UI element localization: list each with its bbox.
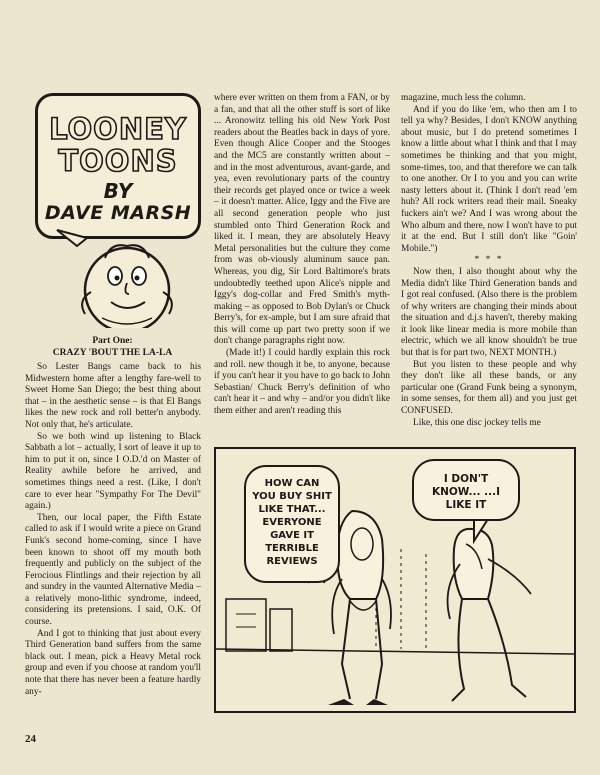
comic-panel: [214, 447, 576, 713]
paragraph: Now then, I also thought about why the Media didn't like Third Generation bands and I got real confused. (Also there is the problem of why writers are changing their minds about the situation and d.j.s haven't, thereby making it look like linear media is more mobile than electric, which we all know shouldn't be true but that is for part two, NEXT MONTH.): [401, 266, 577, 359]
title-illustration: [25, 93, 200, 328]
title-looney: LOONEY: [49, 112, 187, 146]
title-toons: TOONS: [58, 144, 178, 178]
title-speech-bubble: [35, 93, 201, 239]
comic-speech-bubble-left: HOW CAN YOU BUY SHIT LIKE THAT... EVERYONE GAVE IT TERRIBLE REVIEWS: [244, 465, 340, 583]
paragraph: (Made it!) I could hardly explain this rock and roll. new though it be, to anyone, because if you can't hear it you have to go back to John Sebastian/ Chuck Berry's definition of who can't hear it – and why – and/or you didn't like them either and aren't reading this: [214, 348, 390, 417]
article-column-1: [25, 362, 201, 698]
title-by: BY: [103, 179, 133, 203]
page-number: 24: [25, 733, 36, 745]
part-subtitle: CRAZY 'BOUT THE LA-LA: [52, 348, 173, 358]
paragraph: And if you do like 'em, who then am I to tell ya why? Besides, I don't KNOW anything about music, but I do pretend sometimes I know a little about what I think and that I may sometimes be thinking and that you might, some-times, too, and that therefore we can talk to one another. Or I to you and you can write nasty letters about it. (Think I don't read 'em huh? All rock writers read their mail. Sneaky fuckers ain't we? And I was wrong about the Who album and there, now I won't have to put it at the end. But I still don't like "Goin' Mobile."): [401, 104, 577, 254]
author-name: DAVE MARSH: [44, 202, 192, 224]
paragraph: But you listen to these people and why they don't like all these bands, or any particular one (Grand Funk being a synonym, in some senses, for them all) and you just get CONFUSED.: [401, 359, 577, 417]
paragraph: Like, this one disc jockey tells me: [413, 417, 541, 428]
cartoon-mascot-icon: [47, 228, 197, 328]
paragraph: magazine, much less the column.: [401, 93, 526, 103]
paragraph: where ever written on them from a FAN, or by a fan, and that all the other stuff is sort of like ... Aronowitz telling his old New York Post readers about the Beatles back in days of yore. Even though Alice Cooper and the Stooges and the MC5 are constantly written about – and in the most adventurous, avant-garde, and yea, even revolutionary parts of the country their records get played once or twice a week – it doesn't matter. Alice, Iggy and the Five are all second generation people who just stumbled onto Third Generation Rock and liked it. I mean, they are absolutely Heavy Metal personalities but the culture they come from was ob-viously aluminum sauce pan. Whereas, you dig, Sir Lord Baltimore's brats undoubtedly teethed upon Alice's nipple and Iggy's dog-collar and Fred Smith's myth-making – as opposed to Bob Dylan's or Chuck Berry's, for ex-ample, but I am sure afraid that this will come up part two pretty soon if we don't change paragraphs right now.: [214, 93, 390, 347]
paragraph: So Lester Bangs came back to his Midwestern home after a lengthy fare-well to Sweet Home San Diego; the best thing about that – in the aesthetic sense – is that El Bangs likes the new rock and roll better'n anybody. Not only that, he's articulate.: [25, 362, 201, 430]
part-heading: [25, 335, 200, 359]
article-column-2: [214, 93, 390, 418]
part-label: Part One:: [92, 336, 133, 346]
article-column-3: [401, 93, 577, 429]
section-divider: * * *: [474, 255, 504, 266]
paragraph: So we both wind up listening to Black Sabbath a lot – actually, I sort of leave it up to him to put it on, since I O.D.'d on Master of Reality awhile before he arrived, and sometimes things need a rest. (Like, I don't care to ever hear "Sympathy For The Devil" again.): [25, 431, 201, 512]
paragraph: Then, our local paper, the Fifth Estate called to ask if I would write a piece on Grand Funk's second home-coming, since I have been known to shoot off my mouth both frequently and publicly on the subject of the Ferocious Flintlings and their rejection by all and sundry in the vaunted Alternative Media – a relatively mono-lithic syndrome, indeed, considering its pretensions. I said, O.K. Of course.: [25, 512, 201, 628]
comic-speech-bubble-right: I DON'T KNOW... ...I LIKE IT: [412, 459, 520, 521]
paragraph: And I got to thinking that just about every Third Generation band suffers from the same black out. I mean, pick a Heavy Metal rock group and even if you choose at random you'll note that there has never been a feature hardly any-: [25, 628, 201, 697]
